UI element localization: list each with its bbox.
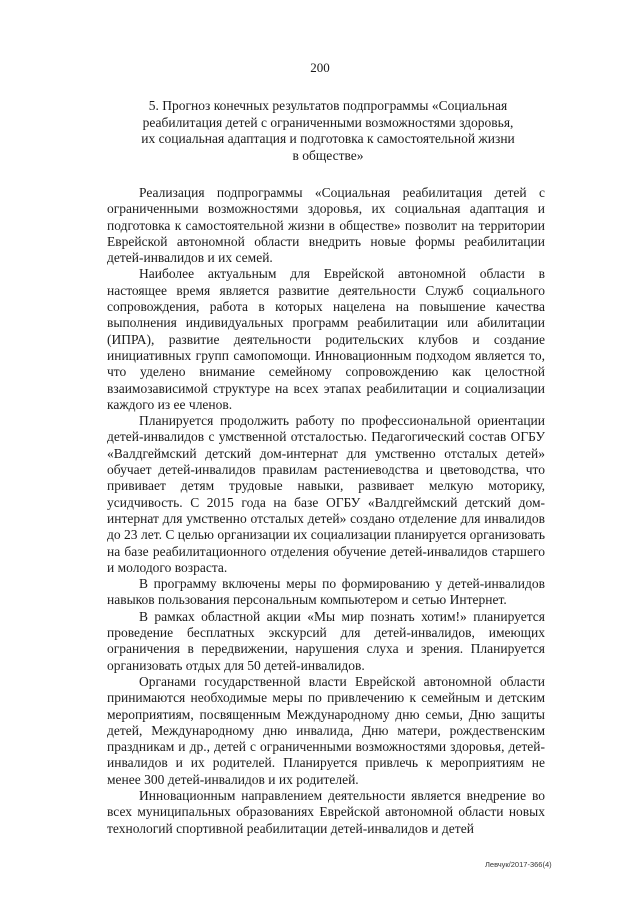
heading-line: 5. Прогноз конечных результатов подпрограммы «Социальная: [148, 98, 508, 113]
paragraph: Инновационным направлением деятельности является внедрение во всех муниципальных образованиях Еврейской автономной области новых технологий спортивной реабилитации детей-инвалидов и детей: [107, 787, 545, 836]
paragraph: Планируется продолжить работу по профессиональной ориентации детей-инвалидов с умственной отсталостью. Педагогический состав ОГБУ «Валдгеймский детский дом-интернат для умственно отсталых детей» обучает детей-инвалидов правилам растениеводства и цветоводства, что прививает детям трудовые навыки, развивает мелкую моторику, усидчивость. С 2015 года на базе ОГБУ «Валдгеймский детский дом-интернат для умственно отсталых детей» создано отделение для инвалидов до 23 лет. С целью организации их социализации планируется организовать на базе реабилитационного отделения обучение детей-инвалидов старшего и молодого возраста.: [107, 413, 545, 575]
page-number: 200: [310, 60, 330, 75]
heading-line: их социальная адаптация и подготовка к самостоятельной жизни: [141, 131, 515, 146]
document-code: Левчук/2017-366(4): [485, 860, 552, 869]
paragraph: Реализация подпрограммы «Социальная реабилитация детей с ограниченными возможностями здоровья, их социальная адаптация и подготовка к самостоятельной жизни в обществе» позволит на территории Еврейской автономной области внедрить новые формы реабилитации детей-инвалидов и их семей.: [107, 185, 545, 266]
body-text: [107, 185, 545, 837]
paragraph: В рамках областной акции «Мы мир познать хотим!» планируется проведение бесплатных экскурсий для детей-инвалидов, имеющих ограничения в передвижении, нарушения слуха и зрения. Планируется организовать отдых для 50 детей-инвалидов.: [107, 608, 545, 673]
paragraph: Органами государственной власти Еврейской автономной области принимаются необходимые меры по привлечению к семейным и детским мероприятиям, посвященным Международному дню семьи, Дню защиты детей, Международному дню инвалида, Дню матери, рождественским праздникам и др., детей с ограниченными возможностями здоровья, детей-инвалидов и их родителей. Планируется привлечь к мероприятиям не менее 300 детей-инвалидов и их родителей.: [107, 673, 545, 787]
paragraph: Наиболее актуальным для Еврейской автономной области в настоящее время является развитие деятельности Служб социального сопровождения, работа в которых нацелена на повышение качества выполнения индивидуальных программ реабилитации или абилитации (ИПРА), развитие деятельности родительских клубов и создание инициативных групп самопомощи. Инновационным подходом является то, что уделено внимание семейному сопровождению как целостной взаимозависимой структуре на всех этапах реабилитации и социализации каждого из ее членов.: [107, 266, 545, 412]
heading-line: в обществе»: [292, 147, 364, 163]
section-heading: [128, 98, 528, 164]
paragraph: В программу включены меры по формированию у детей-инвалидов навыков пользования персональным компьютером и сетью Интернет.: [107, 576, 545, 608]
heading-line: реабилитация детей с ограниченными возможностями здоровья,: [142, 114, 514, 130]
